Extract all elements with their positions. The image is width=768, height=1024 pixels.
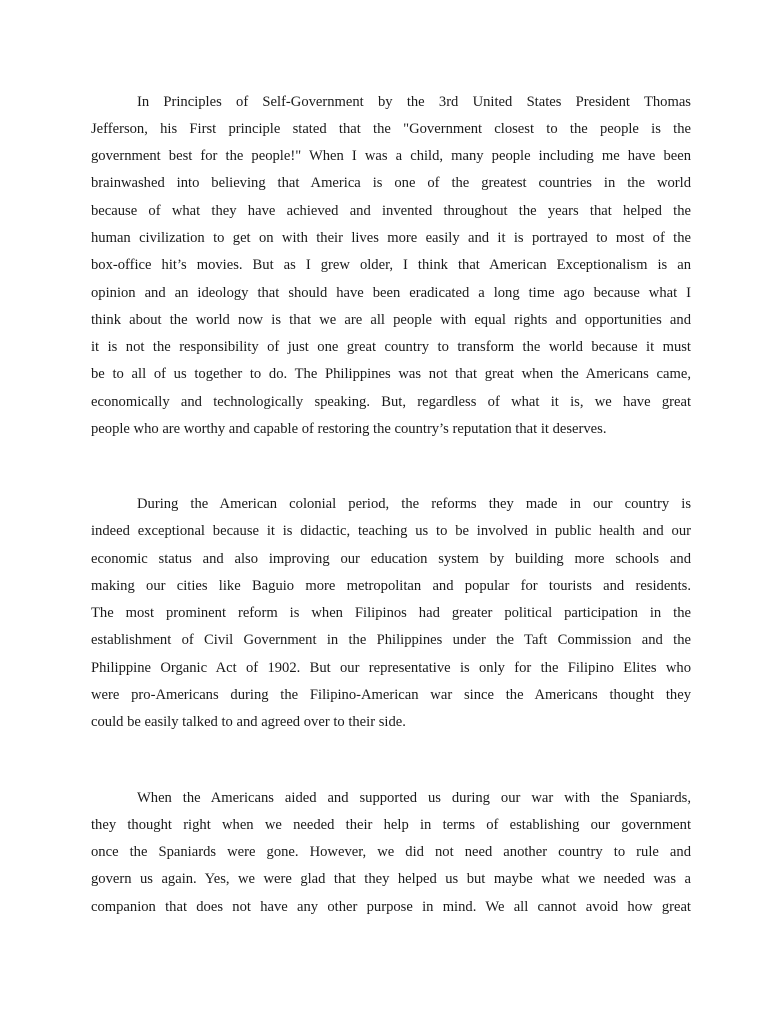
paragraph-line: once the Spaniards were gone. However, we did not need another country to rule and	[91, 844, 691, 860]
paragraph-line: economic status and also improving our education system by building more schools and	[91, 551, 691, 567]
paragraph-line: could be easily talked to and agreed over to their side.	[91, 714, 406, 730]
paragraph-line: Philippine Organic Act of 1902. But our representative is only for the Filipino Elites who	[91, 660, 691, 676]
paragraph-line: During the American colonial period, the reforms they made in our country is	[137, 496, 691, 512]
paragraph-line: establishment of Civil Government in the Philippines under the Taft Commission and the	[91, 632, 691, 648]
paragraph-line: The most prominent reform is when Filipinos had greater political participation in the	[91, 605, 691, 621]
paragraph-line: box-office hit’s movies. But as I grew older, I think that American Exceptionalism is an	[91, 257, 691, 273]
paragraph-line: making our cities like Baguio more metropolitan and popular for tourists and residents.	[91, 578, 691, 594]
paragraph-line: Jefferson, his First principle stated that the "Government closest to the people is the	[91, 121, 691, 137]
paragraph-line: government best for the people!" When I was a child, many people including me have been	[91, 148, 691, 164]
paragraph-line: When the Americans aided and supported us during our war with the Spaniards,	[137, 790, 691, 806]
paragraph-line: indeed exceptional because it is didactic, teaching us to be involved in public health and our	[91, 523, 691, 539]
paragraph-line: economically and technologically speaking. But, regardless of what it is, we have great	[91, 394, 691, 410]
paragraph-line: human civilization to get on with their lives more easily and it is portrayed to most of the	[91, 230, 691, 246]
paragraph-line: companion that does not have any other purpose in mind. We all cannot avoid how great	[91, 899, 691, 915]
paragraph-line: because of what they have achieved and invented throughout the years that helped the	[91, 203, 691, 219]
paragraph-line: opinion and an ideology that should have been eradicated a long time ago because what I	[91, 285, 691, 301]
paragraph-line: In Principles of Self-Government by the 3rd United States President Thomas	[137, 94, 691, 110]
paragraph-line: people who are worthy and capable of restoring the country’s reputation that it deserves.	[91, 421, 607, 437]
paragraph-line: think about the world now is that we are all people with equal rights and opportunities and	[91, 312, 691, 328]
paragraph-line: govern us again. Yes, we were glad that they helped us but maybe what we needed was a	[91, 871, 691, 887]
paragraph-line: brainwashed into believing that America is one of the greatest countries in the world	[91, 175, 691, 191]
paragraph-line: were pro-Americans during the Filipino-American war since the Americans thought they	[91, 687, 691, 703]
paragraph-line: be to all of us together to do. The Philippines was not that great when the Americans came,	[91, 366, 691, 382]
paragraph-line: it is not the responsibility of just one great country to transform the world because it must	[91, 339, 691, 355]
paragraph-line: they thought right when we needed their help in terms of establishing our government	[91, 817, 691, 833]
